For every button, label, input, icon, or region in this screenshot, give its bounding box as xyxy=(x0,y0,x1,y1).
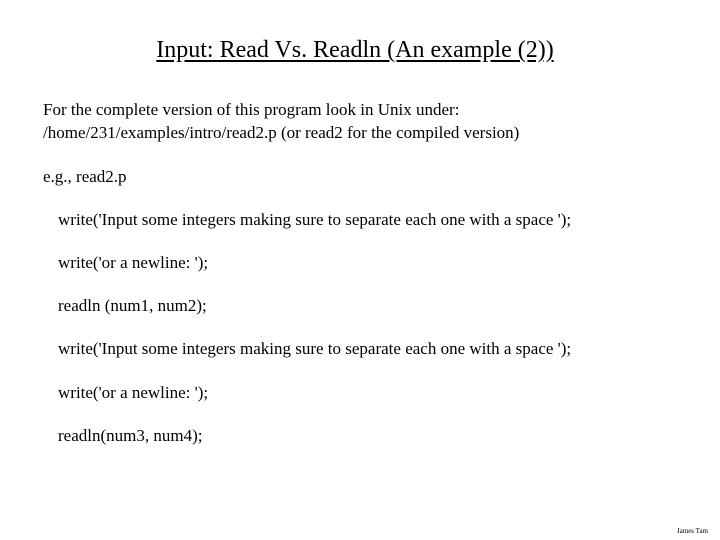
intro-text xyxy=(43,98,519,144)
author-credit: James Tam xyxy=(676,527,708,535)
slide-title: Input: Read Vs. Readln (An example (2)) xyxy=(156,37,554,63)
code-line: write('or a newline: '); xyxy=(58,383,209,402)
code-line: write('Input some integers making sure to separate each one with a space '); xyxy=(58,210,572,229)
code-line: readln (num1, num2); xyxy=(58,296,207,315)
intro-line: For the complete version of this program look in Unix under: xyxy=(43,100,460,119)
code-line: write('or a newline: '); xyxy=(58,253,209,272)
code-line: write('Input some integers making sure to separate each one with a space '); xyxy=(58,339,572,358)
example-label: e.g., read2.p xyxy=(43,167,127,186)
code-line: readln(num3, num4); xyxy=(58,426,203,445)
intro-line: /home/231/examples/intro/read2.p (or read2 for the compiled version) xyxy=(43,123,520,142)
